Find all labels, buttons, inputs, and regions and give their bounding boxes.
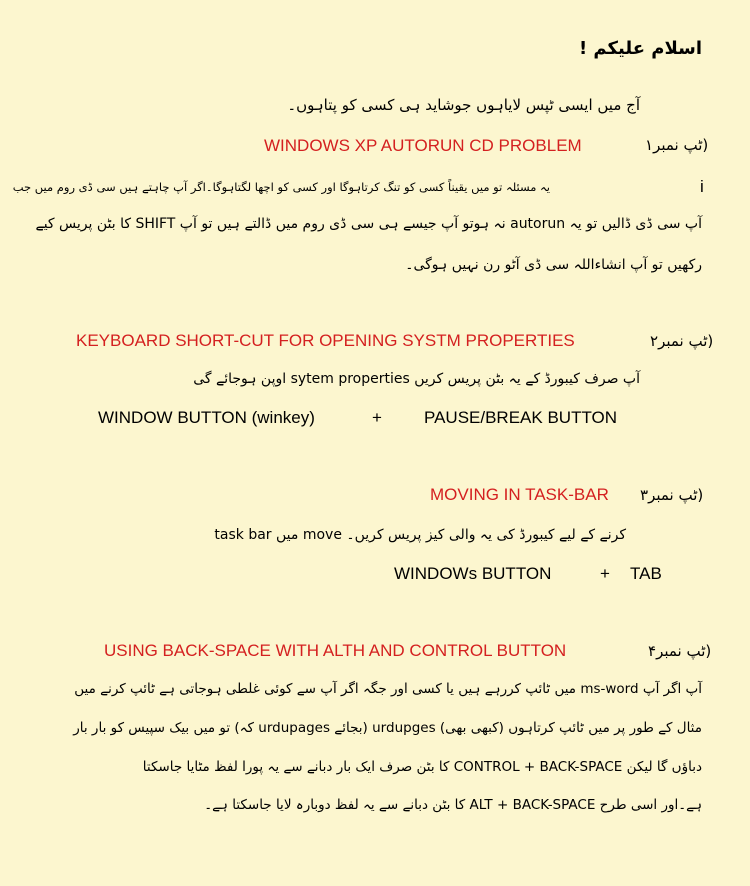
tip4-line3: دباؤں گا لیکن CONTROL + BACK-SPACE کا بٹن صرف ایک بار دبانے سے یہ پورا لفظ مٹایا جاسکتا	[142, 759, 702, 775]
tip4-line4: ہے۔اور اسی طرح ALT + BACK-SPACE کا بٹن دبانے سے یہ لفظ دوبارہ لایا جاسکتا ہے۔	[204, 797, 702, 813]
tip2-plus: +	[372, 408, 382, 427]
tip3-plus: +	[600, 564, 610, 583]
tip3-key2: TAB	[630, 564, 662, 583]
greeting: اسلام علیکم !	[578, 38, 702, 59]
tip3-key1: WINDOWs BUTTON	[394, 564, 552, 583]
tip1-marker: i	[700, 177, 704, 196]
tip1-line1: یہ مسئلہ تو میں یقیناً کسی کو تنگ کرتاہوگا اور کسی کو اچھا لگتاہوگا۔اگر آپ چاہتے ہیں سی ڈی روم میں جب	[12, 180, 550, 194]
tip2-title: KEYBOARD SHORT-CUT FOR OPENING SYSTM PROPERTIES	[76, 331, 575, 350]
tip4-line1: آپ اگر آپ ms-word میں ٹائپ کررہے ہیں یا کسی اور جگہ اگر آپ سے کوئی غلطی ہوجاتی ہے ٹائپ کرنے میں	[74, 681, 702, 697]
intro-text: آج میں ایسی ٹپس لایاہوں جوشاید ہی کسی کو پتاہوں۔	[287, 96, 640, 114]
tip1-line3: رکھیں تو آپ انشاءاللہ سی ڈی آٹو رن نہیں ہوگی۔	[405, 257, 702, 273]
tip2-line1: آپ صرف کیبورڈ کے یہ بٹن پریس کریں sytem properties اوپن ہوجائے گی	[193, 371, 640, 387]
tip3-title: MOVING IN TASK-BAR	[430, 485, 609, 504]
tip4-line2: مثال کے طور پر میں ٹائپ کرتاہوں (کبھی بھی) urdupges (بجائے urdupages کہ) تو میں بیک سپیس کو بار بار	[73, 720, 702, 736]
tip2-label: ٹپ نمبر۲)	[650, 332, 714, 350]
tip1-line2: آپ سی ڈی ڈالیں تو یہ autorun نہ ہوتو آپ جیسے ہی سی ڈی روم میں ڈالتے ہیں تو آپ SHIFT کا بٹن پریس کیے	[35, 216, 702, 232]
tip4-title: USING BACK-SPACE WITH ALTH AND CONTROL BUTTON	[104, 641, 567, 660]
tip3-line1: task bar میں move کرنے کے لیے کیبورڈ کی یہ والی کیز پریس کریں۔	[214, 527, 626, 543]
tip4-label: ٹپ نمبر۴)	[648, 642, 712, 660]
tip2-key2: PAUSE/BREAK BUTTON	[424, 408, 618, 427]
tip3-label: ٹپ نمبر۳)	[640, 486, 704, 504]
tip1-title: WINDOWS XP AUTORUN CD PROBLEM	[264, 136, 582, 155]
tip1-label: ٹپ نمبر۱)	[645, 136, 709, 154]
tip2-key1: WINDOW BUTTON (winkey)	[98, 408, 315, 427]
